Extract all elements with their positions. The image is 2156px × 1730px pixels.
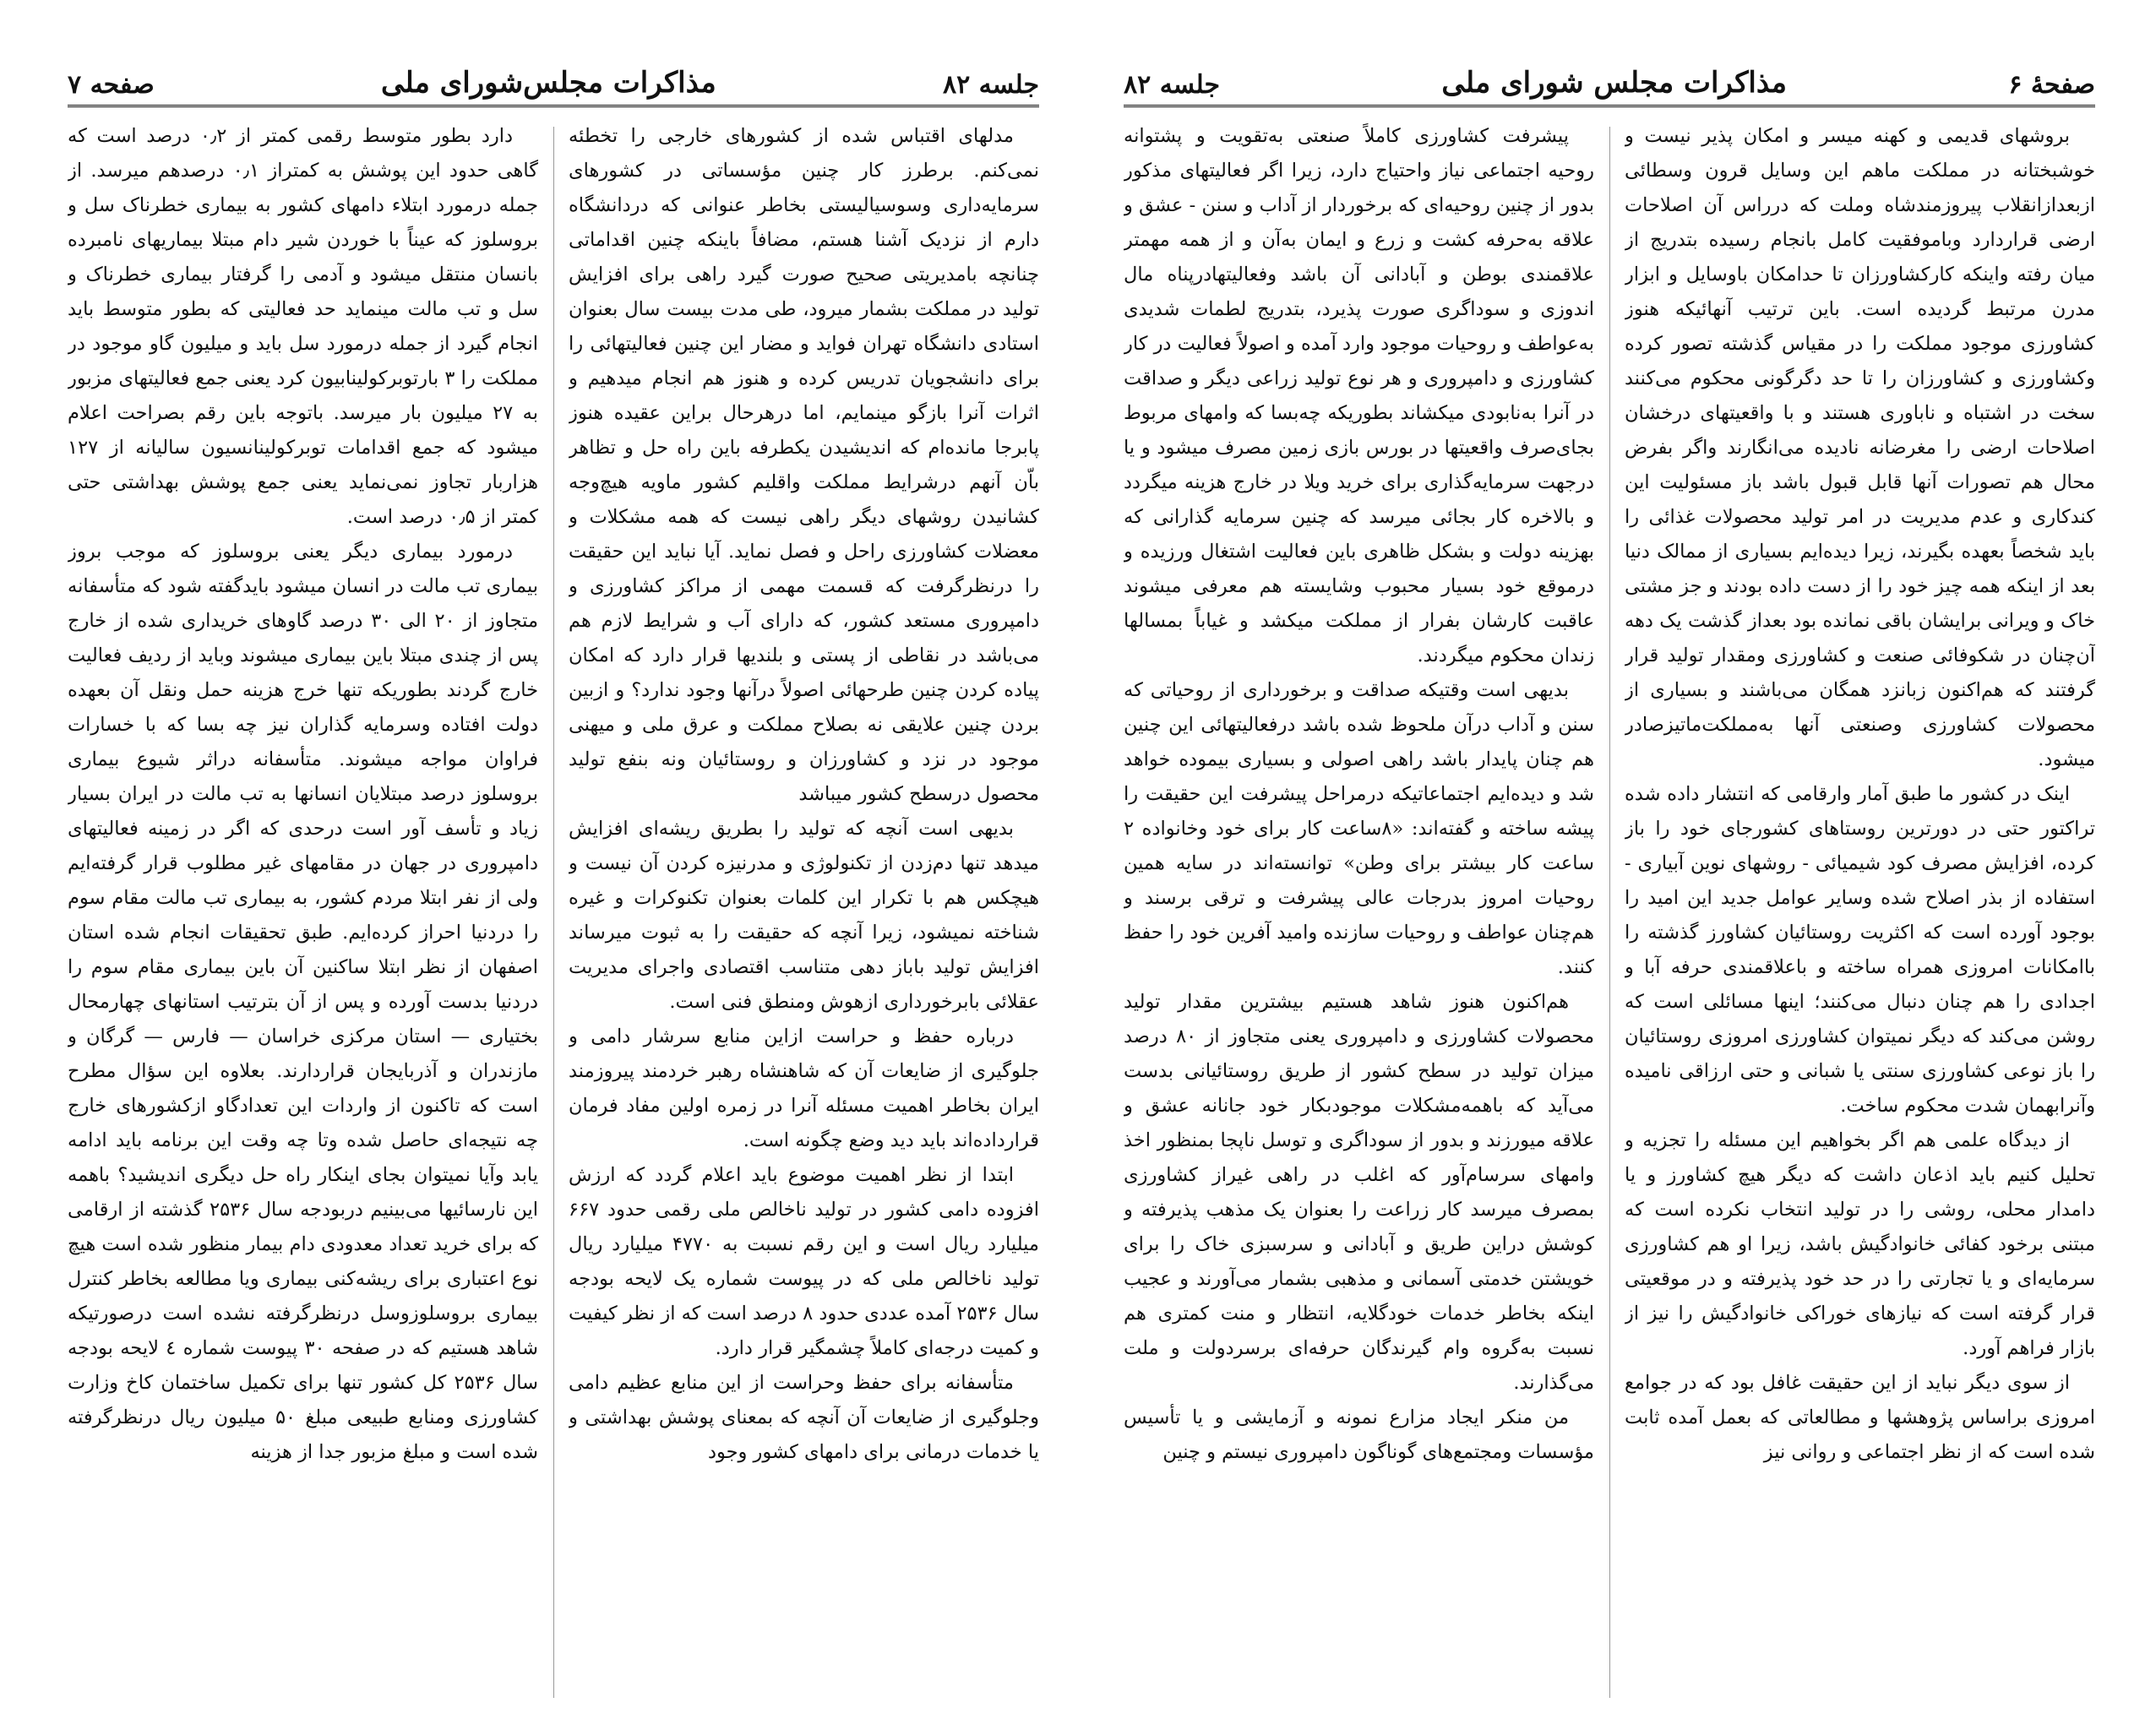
paragraph: بروشهای قدیمی و کهنه میسر و امکان پذیر نیست و خوشبختانه در مملکت ماهم این وسایل قرون وسطائی ازبعدازانقلاب پیروزمندشاه وملت که درراس آن اصلاحات ارضی قراردارد وباموفقیت کامل بانجام رسیده بتدریج از میان رفته واینکه کارکشاورزان تا حدامکان باوسایل و ابزار مدرن مرتبط گردیده است. باین ترتیب آنهائیکه هنوز کشاورزی موجود مملکت را در مقیاس گذشته تصور کرده وکشاورزی و کشاورزان را تا حد دگرگونی محکوم می‌کنند سخت در اشتباه و ناباوری هستند و با واقعیتهای درخشان اصلاحات ارضی را مغرضانه نادیده می‌انگارند واگر بفرض محال هم تصورات آنها قابل قبول باشد باز مسئولیت این کندکاری و عدم مدیریت در امر تولید محصولات غذائی را باید شخصاً بعهده بگیرند، زیرا دیده‌ایم بسیاری از ممالک دنیا بعد از اینکه همه چیز خود را از دست داده بودند و جز مشتی خاک و ویرانی برایشان باقی نمانده بود بعداز گذشت یک دهه آن‌چنان در شکوفائی صنعت و کشاورزی ومقدار تولید قرار گرفتند که هم‌اکنون زبانزد همگان می‌باشند و بسیاری از محصولات کشاورزی وصنعتی آنها به‌مملکت‌ماتیزصادر میشود. <box>1625 125 2095 770</box>
column-right <box>1625 119 2095 1707</box>
column-divider <box>553 127 554 1698</box>
column-left <box>1124 119 1594 1707</box>
page-number: صفحه ۷ <box>68 70 155 100</box>
paragraph: بدیهی است آنچه که تولید را بطریق ریشه‌ای افزایش میدهد تنها دم‌زدن از تکنولوژی و مدرنیزه کردن آن نیست و هیچکس هم با تکرار این کلمات بعنوان تکنوکرات و غیره شناخته نمیشود، زیرا آنچه که حقیقت را به ثبوت میرساند افزایش تولید باباز دهی متناسب اقتصادی واجرای مدیریت عقلائی بابرخورداری ازهوش ومنطق فنی است. <box>569 818 1039 1013</box>
column-right <box>569 119 1039 1707</box>
page-title: مذاکرات مجلس‌شورای ملی <box>380 66 716 100</box>
paragraph: بدیهی است وقتیکه صداقت و برخورداری از روحیاتی که سنن و آداب درآن ملحوظ شده باشد درفعالیتهائی این چنین هم چنان پایدار باشد راهی اصولی و بسیاری بیموده خواهد شد و دیده‌ایم اجتماعاتیکه درمراحل پیشرفت این حقیقت را پیشه ساخته و گفته‌اند: «۸ساعت کار برای خود وخانواده ۲ ساعت کار بیشتر برای وطن» توانسته‌اند در سایه همین روحیات امروز بدرجات عالی پیشرفت و ترقی برسند و هم‌چنان عواطف و روحیات سازنده وامید آفرین خود را حفظ کنند. <box>1124 679 1594 978</box>
page-header <box>1124 51 2095 107</box>
paragraph: از دیدگاه علمی هم اگر بخواهیم این مسئله را تجزیه و تحلیل کنیم باید اذعان داشت که دیگر هیچ کشاورز و یا دامدار محلی، روشی را در تولید انتخاب نکرده است که مبتنی برخود کفائی خانوادگیش باشد، زیرا او هم کشاورزی سرمایه‌ای و یا تجارتی را در حد خود پذیرفته و در موقعیتی قرار گرفته است که نیازهای خوراکی خانوادگیش را نیز از بازار فراهم آورد. <box>1625 1129 2095 1359</box>
session-number: جلسه ۸۲ <box>942 70 1039 100</box>
paragraph: درمورد بیماری دیگر یعنی بروسلوز که موجب بروز بیماری تب مالت در انسان میشود بایدگفته شود که متأسفانه متجاوز از ۲۰ الی ۳۰ درصد گاوهای خریداری شده از خارج پس از چندی مبتلا باین بیماری میشوند وباید از ردیف فعالیت خارج گردند بطوریکه تنها خرج هزینه حمل ونقل آن بعهده دولت افتاده وسرمایه گذاران نیز چه بسا که با خسارات فراوان مواجه میشوند. متأسفانه دراثر شیوع بیماری بروسلوز درصد مبتلایان انسانها به تب مالت در ایران بسیار زیاد و تأسف آور است درحدی که اگر در زمینه فعالیتهای دامپروری در جهان در مقامهای غیر مطلوب قرار گرفته‌ایم ولی از نفر ابتلا مردم کشور، به بیماری تب مالت مقام سوم را دردنیا احراز کرده‌ایم. طبق تحقیقات انجام شده استان اصفهان از نظر ابتلا ساکنین آن باین بیماری مقام سوم را دردنیا بدست آورده و پس از آن بترتیب استانهای چهارمحال بختیاری — استان مرکزی خراسان — فارس — گرگان و مازندران و آذربایجان قراردارند. بعلاوه این سؤال مطرح است که تاکنون از واردات این تعدادگاو ازکشورهای خارج چه نتیجه‌ای حاصل شده وتا چه وقت این برنامه باید ادامه یابد وآیا نمیتوان بجای اینکار راه حل دیگری اندیشید؟ باهمه این نارسائیها می‌بینیم دربودجه سال ۲۵۳۶ گذشته از ارقامی که برای خرید تعداد معدودی دام بیمار منظور شده است هیچ نوع اعتباری برای ریشه‌کنی بیماری ویا مطالعه بخاطر کنترل بیماری بروسلوزوسل درنظرگرفته نشده است درصورتیکه شاهد هستیم که در صفحه ۳۰ پیوست شماره ٤ لایحه بودجه سال ۲۵۳۶ کل کشور تنها برای تکمیل ساختمان کاخ وزارت کشاورزی ومنابع طبیعی مبلغ ۵۰ میلیون ریال درنظرگرفته شده است و مبلغ مزبور جدا از هزینه <box>68 541 538 1463</box>
column-left <box>68 119 538 1707</box>
page-header <box>68 51 1039 107</box>
paragraph: اینک در کشور ما طبق آمار وارقامی که انتشار داده شده تراکتور حتی در دورترین روستاهای کشورجای خود را باز کرده، افزایش مصرف کود شیمیائی - روشهای نوین آبیاری - استفاده از بذر اصلاح شده وسایر عوامل جدید این امید را بوجود آورده است که اکثریت روستائیان کشاورز گذشته را باامکانات امروزی همراه ساخته و باعلاقمندی حرفه آبا و اجدادی را هم چنان دنبال می‌کنند؛ اینها مسائلی است که روشن می‌کند که دیگر نمیتوان کشاورزی امروزی روستائیان را باز نوعی کشاورزی سنتی یا شبانی و حتی ارزاقی نامیده وآنرابهمان شدت محکوم ساخت. <box>1625 783 2095 1117</box>
page-title: مذاکرات مجلس شورای ملی <box>1441 66 1787 100</box>
paragraph: من منکر ایجاد مزارع نمونه و آزمایشی و یا تأسیس مؤسسات ومجتمع‌های گوناگون دامپروری نیستم و چنین <box>1124 1406 1594 1463</box>
paragraph: متأسفانه برای حفظ وحراست از این منابع عظیم دامی وجلوگیری از ضایعات آن آنچه که بمعنای پوشش بهداشتی و یا خدمات درمانی برای دامهای کشور وجود <box>569 1372 1039 1463</box>
paragraph: مدلهای اقتباس شده از کشورهای خارجی را تخطئه نمی‌کنم. برطرز کار چنین مؤسساتی در کشورهای سرمایه‌داری وسوسیالیستی بخاطر عنوانی که دردانشگاه دارم از نزدیک آشنا هستم، مضافاً باینکه چنین اقداماتی چنانچه بامدیریتی صحیح صورت گیرد راهی برای افزایش تولید در مملکت بشمار میرود، طی مدت بیست سال بعنوان استادی دانشگاه تهران فواید و مضار این چنین فعالیتهائی را برای دانشجویان تدریس کرده و هنوز هم انجام میدهیم و اثرات آنرا بازگو مینمایم، اما درهرحال براین عقیده هنوز پابرجا مانده‌ام که اندیشیدن یکطرفه باین راه حل و تظاهر باّن آنهم درشرایط مملکت واقلیم کشور ماویه هیچ‌وجه کشانیدن روشهای دیگر راهی نیست که همه مشکلات و معضلات کشاورزی راحل و فصل نماید. آیا نباید این حقیقت را درنظرگرفت که قسمت مهمی از مراکز کشاورزی و دامپروری مستعد کشور، که دارای آب و شرایط لازم هم می‌باشد در نقاطی از پستی و بلندیها قرار دارد که امکان پیاده کردن چنین طرحهائی اصولاً درآنها وجود ندارد؟ و ازبین بردن چنین علایقی نه بصلاح مملکت و عرق ملی و میهنی موجود در نزد و کشاورزان و روستائیان ونه بنفع تولید محصول درسطح کشور میباشد <box>569 125 1039 805</box>
session-number: جلسه ۸۲ <box>1124 70 1221 100</box>
page-6 <box>1124 51 2095 1706</box>
paragraph: دارد بطور متوسط رقمی کمتر از ۰٫۲ درصد است که گاهی حدود این پوشش به کمتراز ۰٫۱ درصدهم میرسد. از جمله درمورد ابتلاء دامهای کشور به بیماری خطرناک سل و بروسلوز که عیناً با خوردن شیر دام مبتلا بیماریهای نامبرده بانسان منتقل میشود و آدمی را گرفتار بیماری خطرناک و سل و تب مالت مینماید حد فعالیتی که بطور متوسط باید انجام گیرد از جمله درمورد سل باید و میلیون گاو موجود در مملکت را ۳ بارتوبرکولینابیون کرد یعنی جمع فعالیتهای مزبور به ۲۷ میلیون بار میرسد. باتوجه باین رقم بصراحت اعلام میشود که جمع اقدامات توبرکولینانسیون سالیانه از ۱۲۷ هزاربار تجاوز نمی‌نماید یعنی جمع پوشش بهداشتی حتی کمتر از ۰٫۵ درصد است. <box>68 125 538 528</box>
page-number: صفحهٔ ۶ <box>2008 70 2095 100</box>
paragraph: درباره حفظ و حراست ازاین منابع سرشار دامی و جلوگیری از ضایعات آن که شاهنشاه رهبر خردمند پیروزمند ایران بخاطر اهمیت مسئله آنرا در زمره اولین مفاد فرمان قرارداده‌اند باید دید وضع چگونه است. <box>569 1025 1039 1151</box>
column-divider <box>1609 127 1610 1698</box>
paragraph: ابتدا از نظر اهمیت موضوع باید اعلام گردد که ارزش افزوده دامی کشور در تولید ناخالص ملی رقمی حدود ۶۶۷ میلیارد ریال است و این رقم نسبت به ۴۷۷۰ میلیارد ریال تولید ناخالص ملی که در پیوست شماره یک لایحه بودجه سال ۲۵۳۶ آمده عددی حدود ۸ درصد است که از نظر کیفیت و کمیت درجه‌ای کاملاً چشمگیر قرار دارد. <box>569 1164 1039 1359</box>
paragraph: هم‌اکنون هنوز شاهد هستیم بیشترین مقدار تولید محصولات کشاورزی و دامپروری یعنی متجاوز از ۸۰ درصد میزان تولید در سطح کشور از طریق روستائیانی بدست می‌آید که باهمه‌مشکلات موجودبکار خود جانانه عشق و علاقه میورزند و بدور از سوداگری و توسل ناپجا بمنظور اخذ وامهای سرسام‌آور که اغلب در راهی غیراز کشاورزی بمصرف میرسد کار زراعت را بعنوان یک مذهب پذیرفته و کوشش دراین طریق و آبادانی و سرسبزی خاک را برای خویشتن خدمتی آسمانی و مذهبی بشمار می‌آورند و عجیب اینکه بخاطر خدمات خودگلایه، انتظار و منت کمتری هم نسبت به‌گروه وام گیرندگان حرفه‌ای برسردولت و ملت می‌گذارند. <box>1124 991 1594 1394</box>
paragraph: از سوی دیگر نباید از این حقیقت غافل بود که در جوامع امروزی براساس پژوهشها و مطالعاتی که بعمل آمده ثابت شده است که از نظر اجتماعی و روانی نیز <box>1625 1372 2095 1463</box>
paragraph: پیشرفت کشاورزی کاملاً صنعتی به‌تقویت و پشتوانه روحیه اجتماعی نیاز واحتیاج دارد، زیرا اگر فعالیتهای مذکور بدور از چنین روحیه‌ای که برخوردار از آداب و سنن - عشق و علاقه به‌حرفه کشت و زرع و ایمان به‌آن و از همه مهمتر علاقمندی بوطن و آبادانی آن باشد وفعالیتهادرپناه مال اندوزی و سوداگری صورت پذیرد، بتدریج لطمات شدیدی به‌عواطف و روحیات موجود وارد آمده و اصولاً فعالیت در کار کشاورزی و دامپروری و هر نوع تولید زراعی دیگر و صداقت در آنرا به‌نابودی میکشاند بطوریکه چه‌بسا که وامهای مربوط بجای‌صرف واقعیتها در بورس بازی زمین مصرف میشود و یا درجهت سرمایه‌گذاری برای خرید ویلا در خارج هزینه میگردد و بالاخره کار بجائی میرسد که چنین سرمایه گذارانی که بهزینه دولت و بشکل ظاهری باین فعالیت اشتغال ورزیده و درموقع خود بسیار محبوب وشایسته هم معرفی میشوند عاقبت کارشان بفرار از مملکت میکشد و غیاباً بمسالها زندان محکوم میگردند. <box>1124 125 1594 666</box>
page-7 <box>68 51 1039 1706</box>
